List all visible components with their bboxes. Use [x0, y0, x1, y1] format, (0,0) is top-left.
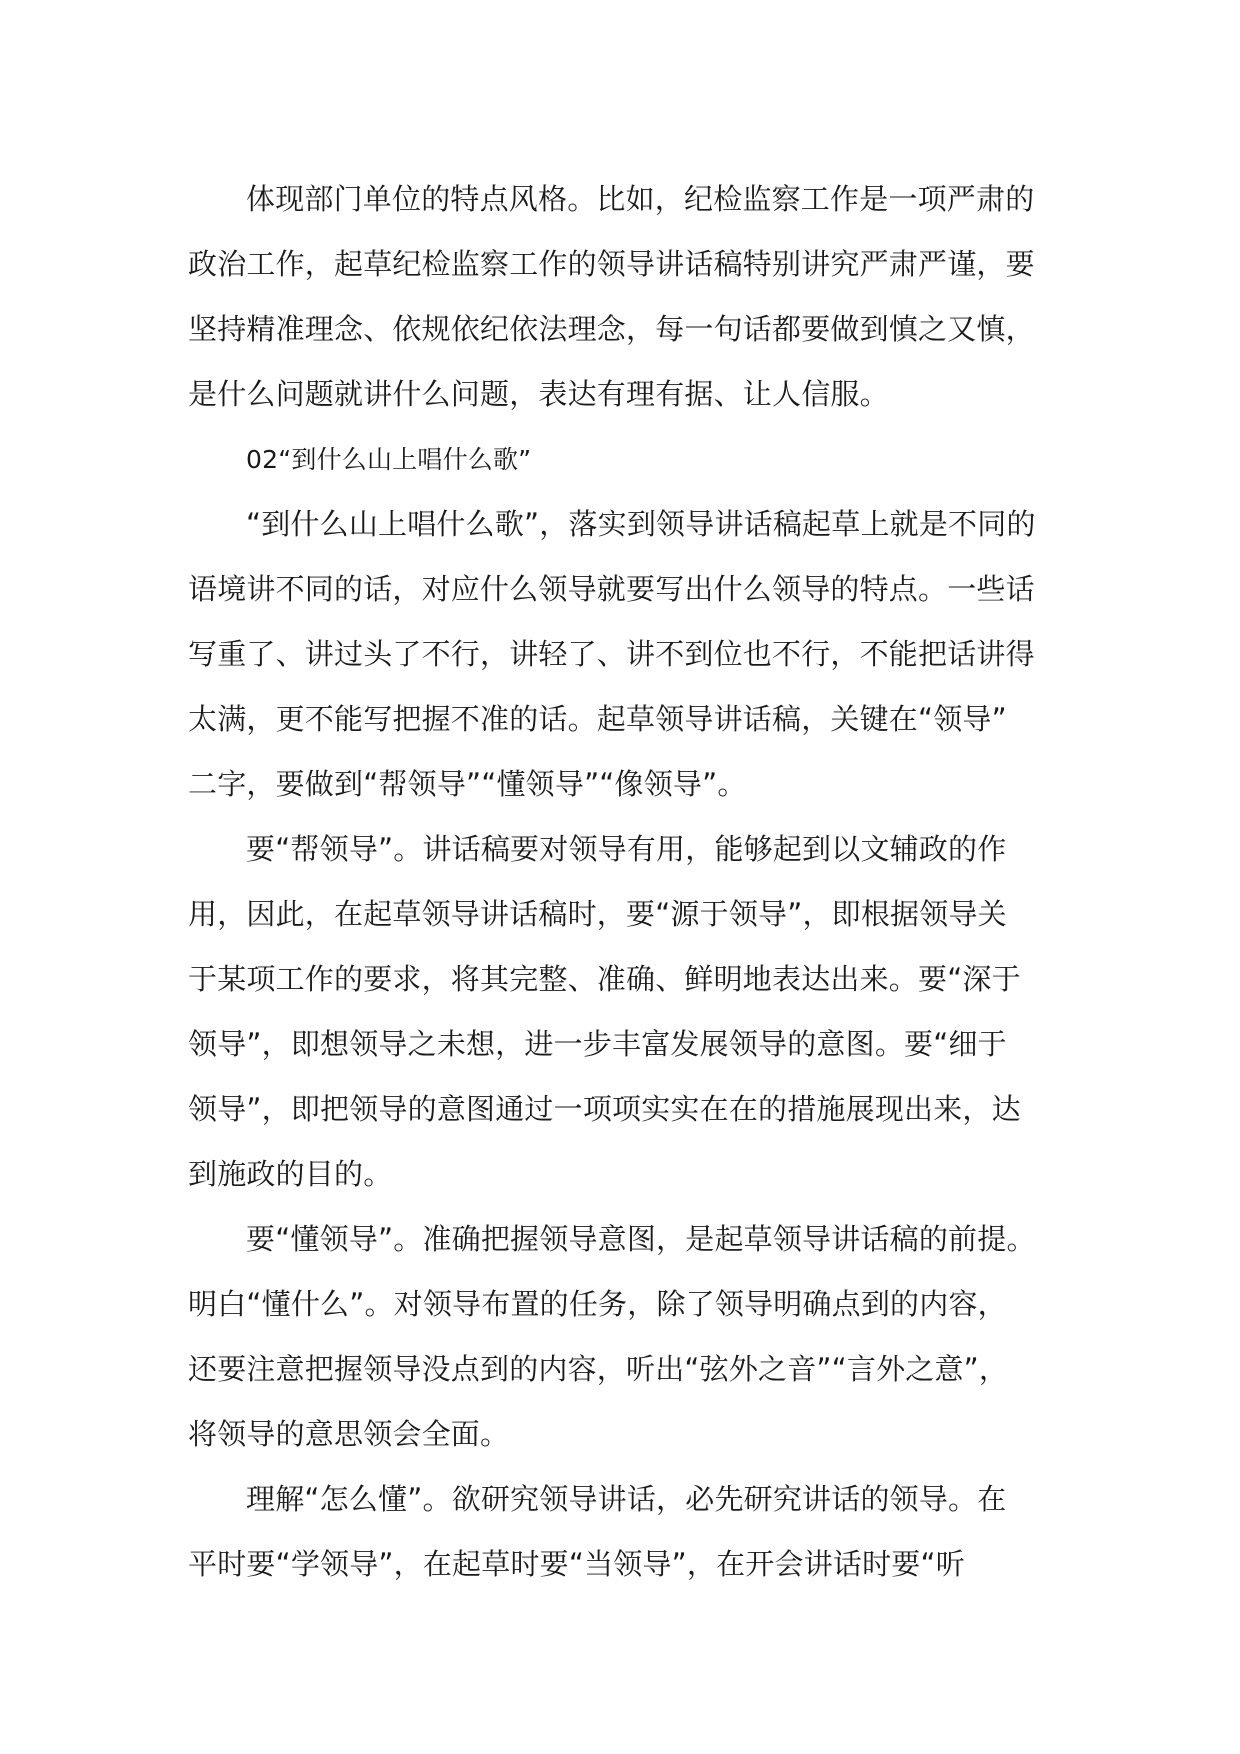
paragraph-line: 明白“懂什么”。对领导布置的任务，除了领导明确点到的内容，: [188, 1287, 1007, 1321]
document-body: [188, 167, 1068, 1597]
paragraph-line: 写重了、讲过头了不行，讲轻了、讲不到位也不行，不能把话讲得: [188, 637, 1035, 671]
paragraph-line: 领导”，即想领导之未想，进一步丰富发展领导的意图。要“细于: [188, 1027, 1007, 1061]
paragraph-line: 二字，要做到“帮领导”“懂领导”“像领导”。: [188, 767, 747, 801]
paragraph-line: 是什么问题就讲什么问题，表达有理有据、让人信服。: [188, 377, 889, 411]
paragraph-line: 要“懂领导”。准确把握领导意图，是起草领导讲话稿的前提。: [246, 1222, 1036, 1256]
paragraph-line: 太满，更不能写把握不准的话。起草领导讲话稿，关键在“领导”: [188, 702, 1007, 736]
paragraph-line: 坚持精准理念、依规依纪依法理念，每一句话都要做到慎之又慎，: [188, 312, 1035, 346]
paragraph-line: 平时要“学领导”，在起草时要“当领导”，在开会讲话时要“听: [188, 1547, 965, 1581]
paragraph-line: 领导”，即把领导的意图通过一项项实实在在的措施展现出来，达: [188, 1092, 1021, 1126]
paragraph-line: 于某项工作的要求，将其完整、准确、鲜明地表达出来。要“深于: [188, 962, 1021, 996]
paragraph-line: “到什么山上唱什么歌”，落实到领导讲话稿起草上就是不同的: [246, 507, 1036, 541]
paragraph-line: 将领导的意思领会全面。: [188, 1417, 510, 1451]
paragraph-line: 还要注意把握领导没点到的内容，听出“弦外之音”“言外之意”，: [188, 1352, 1009, 1386]
paragraph-line: 用，因此，在起草领导讲话稿时，要“源于领导”，即根据领导关: [188, 897, 1007, 931]
paragraph-line: 语境讲不同的话，对应什么领导就要写出什么领导的特点。一些话: [188, 572, 1035, 606]
paragraph-line: 体现部门单位的特点风格。比如，纪检监察工作是一项严肃的: [246, 182, 1035, 216]
paragraph-line: 政治工作，起草纪检监察工作的领导讲话稿特别讲究严肃严谨，要: [188, 247, 1035, 281]
paragraph-line: 理解“怎么懂”。欲研究领导讲话，必先研究讲话的领导。在: [246, 1482, 1007, 1516]
section-heading: 02“到什么山上唱什么歌”: [246, 445, 532, 474]
paragraph-line: 到施政的目的。: [188, 1157, 393, 1191]
paragraph-line: 要“帮领导”。讲话稿要对领导有用，能够起到以文辅政的作: [246, 832, 1007, 866]
